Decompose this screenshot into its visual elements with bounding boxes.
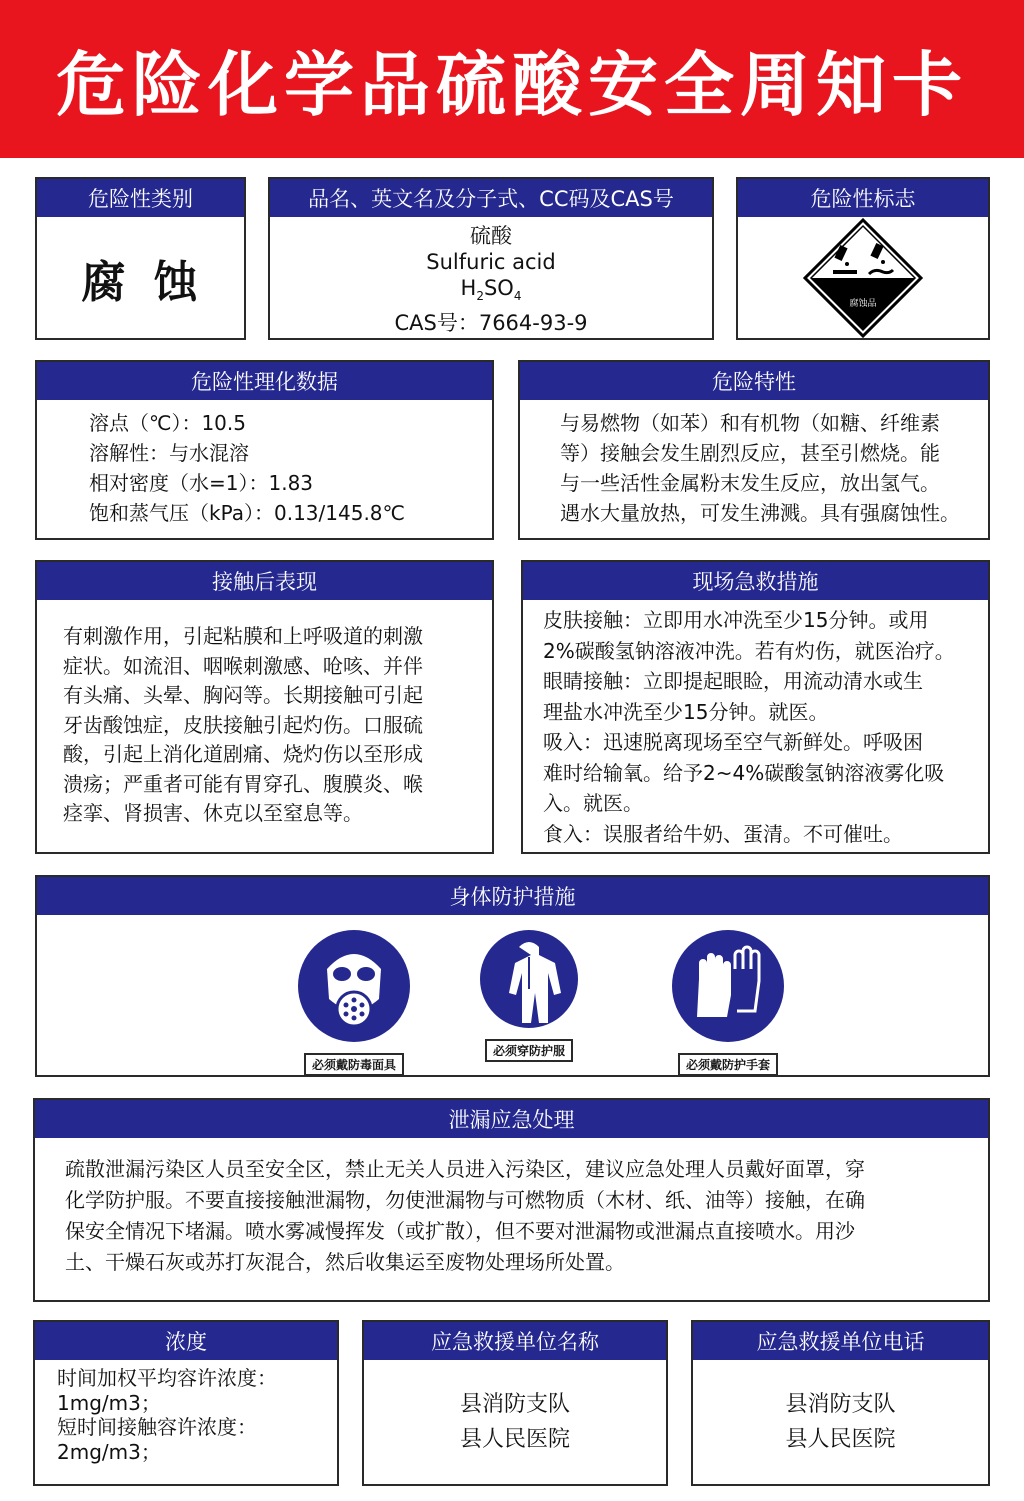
concentration-panel [33, 1320, 339, 1486]
protection-body [37, 915, 988, 1075]
rescue-phone-line: 县人民医院 [785, 1427, 896, 1452]
exposure-line: 有刺激作用，引起粘膜和上呼吸道的刺激 [63, 624, 423, 648]
gloves-icon [671, 929, 785, 1043]
rescue-phone-line: 县消防支队 [785, 1392, 896, 1417]
hazard-props-panel [518, 360, 990, 540]
exposure-line: 酸，引起上消化道剧痛、烧灼伤以至形成 [63, 742, 423, 766]
first-aid-line: 食入：误服者给牛奶、蛋清。不可催吐。 [543, 821, 903, 846]
title-banner [0, 0, 1024, 158]
rescue-phone-panel [691, 1320, 990, 1486]
rescue-unit-body [364, 1360, 666, 1484]
leak-line: 化学防护服。不要直接接触泄漏物，勿使泄漏物与可燃物质（木材、纸、油等）接触，在确 [65, 1188, 865, 1212]
corrosive-sign-label: 腐蚀品 [849, 298, 877, 309]
concentration-line: 1mg/m3； [57, 1390, 161, 1415]
ppe-label: 必须戴防护手套 [678, 1053, 778, 1076]
physchem-line: 溶点（℃）：10.5 [89, 411, 246, 435]
hazard-sign-panel [736, 177, 990, 340]
product-en-name: Sulfuric acid [426, 250, 556, 275]
hazard-props-line: 与易燃物（如苯）和有机物（如糖、纤维素 [560, 411, 940, 435]
product-info-panel [268, 177, 714, 340]
concentration-body [35, 1360, 337, 1484]
corrosive-sign-icon [803, 218, 923, 338]
exposure-body [37, 600, 492, 852]
product-cn-name: 硫酸 [470, 224, 512, 249]
hazard-category-value: 腐蚀 [81, 256, 226, 308]
first-aid-line: 理盐水冲洗至少15分钟。就医。 [543, 699, 829, 724]
concentration-line: 短时间接触容许浓度： [57, 1415, 257, 1439]
first-aid-line: 吸入：迅速脱离现场至空气新鲜处。呼吸困 [543, 730, 923, 754]
rescue-phone-header: 应急救援单位电话 [693, 1322, 988, 1360]
product-cas: CAS号：7664-93-9 [394, 310, 588, 335]
hazard-props-line: 与一些活性金属粉末发生反应，放出氢气。 [560, 471, 940, 495]
exposure-line: 有头痛、头晕、胸闷等。长期接触可引起 [63, 683, 423, 707]
hazard-sign-header: 危险性标志 [738, 179, 988, 217]
ppe-gloves [671, 929, 785, 1076]
leak-panel [33, 1098, 990, 1302]
first-aid-line: 入。就医。 [543, 791, 643, 815]
rescue-unit-line: 县消防支队 [459, 1392, 570, 1417]
concentration-line: 2mg/m3； [57, 1439, 161, 1464]
first-aid-body [523, 600, 988, 852]
concentration-header: 浓度 [35, 1322, 337, 1360]
product-info-header: 品名、英文名及分子式、CC码及CAS号 [270, 179, 712, 217]
leak-line: 土、干燥石灰或苏打灰混合，然后收集运至废物处理场所处置。 [65, 1250, 625, 1274]
product-info-body [270, 217, 712, 338]
rescue-phone-body [693, 1360, 988, 1484]
first-aid-panel [521, 560, 990, 854]
protective-suit-icon [479, 929, 579, 1029]
concentration-line: 时间加权平均容许浓度： [57, 1366, 277, 1390]
ppe-protective-suit [479, 929, 579, 1062]
exposure-header: 接触后表现 [37, 562, 492, 600]
first-aid-header: 现场急救措施 [523, 562, 988, 600]
first-aid-line: 2%碳酸氢钠溶液冲洗。若有灼伤，就医治疗。 [543, 638, 955, 663]
gas-mask-icon [297, 929, 411, 1043]
physchem-line: 饱和蒸气压（kPa）：0.13/145.8℃ [89, 501, 405, 525]
leak-line: 保安全情况下堵漏。喷水雾减慢挥发（或扩散），但不要对泄漏物或泄漏点直接喷水。用沙 [65, 1219, 855, 1243]
leak-line: 疏散泄漏污染区人员至安全区，禁止无关人员进入污染区，建议应急处理人员戴好面罩，穿 [65, 1157, 865, 1181]
product-formula: $H_2SO_4$ [460, 276, 522, 304]
hazard-category-panel [35, 177, 246, 340]
physchem-data-panel [35, 360, 494, 540]
leak-header: 泄漏应急处理 [35, 1100, 988, 1138]
physchem-line: 溶解性：与水混溶 [89, 441, 249, 465]
ppe-gas-mask [297, 929, 411, 1076]
exposure-line: 溃疡；严重者可能有胃穿孔、腹膜炎、喉 [63, 771, 423, 796]
leak-body [35, 1138, 988, 1300]
exposure-panel [35, 560, 494, 854]
hazard-category-header: 危险性类别 [37, 179, 244, 217]
hazard-props-line: 等）接触会发生剧烈反应，甚至引燃烧。能 [560, 441, 940, 465]
ppe-label: 必须戴防毒面具 [304, 1053, 404, 1076]
hazard-props-line: 遇水大量放热，可发生沸溅。具有强腐蚀性。 [560, 501, 960, 525]
hazard-props-body [520, 400, 988, 538]
protection-header: 身体防护措施 [37, 877, 988, 915]
first-aid-line: 皮肤接触：立即用水冲洗至少15分钟。或用 [543, 608, 929, 632]
protection-panel [35, 875, 990, 1077]
physchem-line: 相对密度（水=1）：1.83 [89, 471, 314, 495]
exposure-line: 症状。如流泪、咽喉刺激感、呛咳、并伴 [63, 653, 423, 678]
first-aid-line: 难时给输氧。给予2~4%碳酸氢钠溶液雾化吸 [543, 760, 945, 785]
rescue-unit-panel [362, 1320, 668, 1486]
first-aid-line: 眼睛接触：立即提起眼睑，用流动清水或生 [543, 669, 923, 693]
physchem-body [37, 400, 492, 538]
page-title: 危险化学品硫酸安全周知卡 [56, 43, 968, 126]
ppe-label: 必须穿防护服 [485, 1039, 573, 1062]
rescue-unit-header: 应急救援单位名称 [364, 1322, 666, 1360]
hazard-props-header: 危险特性 [520, 362, 988, 400]
exposure-line: 痉挛、肾损害、休克以至窒息等。 [63, 801, 363, 825]
rescue-unit-line: 县人民医院 [459, 1427, 570, 1452]
physchem-header: 危险性理化数据 [37, 362, 492, 400]
exposure-line: 牙齿酸蚀症，皮肤接触引起灼伤。口服硫 [63, 712, 423, 737]
